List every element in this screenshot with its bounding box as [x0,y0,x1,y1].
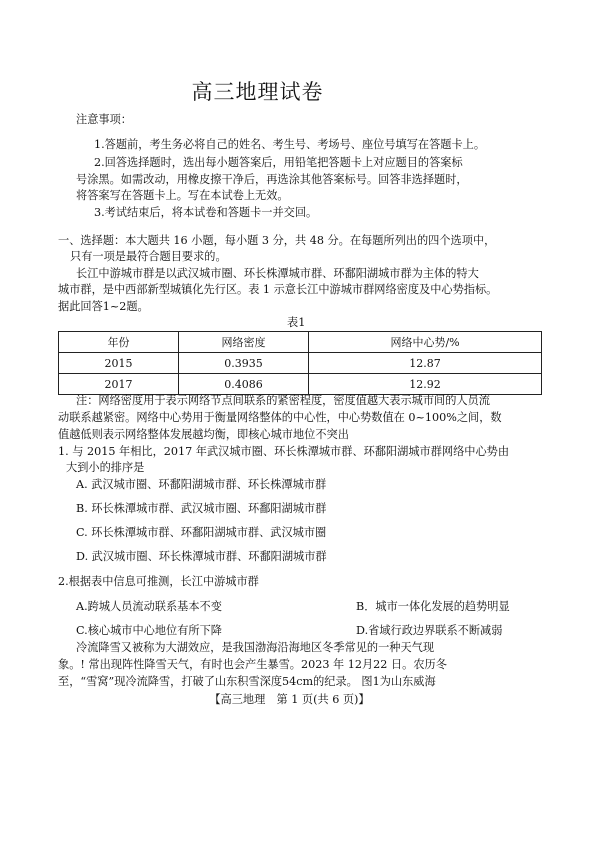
table-cell: 2015 [59,353,179,374]
notice-item: 3.考试结束后，将本试卷和答题卡一并交回。 [94,206,318,219]
section-heading-cont: 只有一项是最符合题目要求的。 [70,250,227,263]
question-1-option-a: A. 武汉城市圈、环鄱阳湖城市群、环长株潭城市群 [76,478,327,491]
question-2-option-c: C.核心城市中心地位有所下降 [76,624,222,637]
question-1-option-d: D. 武汉城市圈、环长株潭城市群、环鄱阳湖城市群 [76,550,327,563]
table-caption: 表1 [287,316,306,329]
table-cell: 12.92 [309,374,542,395]
passage-line: 象。! 常出现阵性降雪天气，有时也会产生暴雪。2023 年 12月22 日。农历冬 [58,658,447,671]
notice-item: 2.回答选择题时，选出每小题答案后，用铅笔把答题卡上对应题目的答案标 [94,156,463,169]
passage-line: 据此回答1~2题。 [58,300,149,313]
question-2-option-d: D.省域行政边界联系不断减弱 [356,624,503,637]
passage-line: 城市群，是中西部新型城镇化先行区。表 1 示意长江中游城市群网络密度及中心势指标。 [58,283,498,296]
notice-item: 1.答题前，考生务必将自己的姓名、考生号、考场号、座位号填写在答题卡上。 [94,138,486,151]
table-cell: 0.4086 [179,374,309,395]
question-1-stem: 1. 与 2015 年相比，2017 年武汉城市圈、环长株潭城市群、环鄱阳湖城市群网络中心势由 [58,445,510,458]
notice-heading: 注意事项： [76,113,132,126]
table-header-cell: 网络中心势/% [309,332,542,353]
table-header-cell: 年份 [59,332,179,353]
table-header-row [59,332,542,353]
table-note: 值越低则表示网络整体发展越均衡，即核心城市地位不突出 [58,428,349,441]
table-cell: 2017 [59,374,179,395]
question-2-option-a: A.跨城人员流动联系基本不变 [76,600,222,613]
passage-line: 冷流降雪又被称为大湖效应，是我国渤海沿海地区冬季常见的一种天气现 [76,641,435,654]
table-row [59,353,542,374]
table-row [59,374,542,395]
section-heading: 一、选择题：本大题共 16 小题，每小题 3 分，共 48 分。在每题所列出的四个选项中， [58,234,496,247]
notice-item: 号涂黑。如需改动，用橡皮擦干净后，再选涂其他答案标号。回答非选择题时， [76,173,468,186]
table-cell: 12.87 [309,353,542,374]
question-1-option-b: B. 环长株潭城市群、武汉城市圈、环鄱阳湖城市群 [76,502,327,515]
data-table [58,331,542,395]
question-2-option-b: B．城市一体化发展的趋势明显 [356,600,510,613]
table-header-cell: 网络密度 [179,332,309,353]
table-note: 注：网络密度用于表示网络节点间联系的紧密程度，密度值越大表示城市间的人员流 [76,394,490,407]
passage-line: 至，“雪窝”现冷流降雪，打破了山东积雪深度54cm的纪录。 图1为山东威海 [58,675,436,688]
table-cell: 0.3935 [179,353,309,374]
notice-item: 将答案写在答题卡上。写在本试卷上无效。 [76,189,289,202]
question-1-option-c: C. 环长株潭城市群、环鄱阳湖城市群、武汉城市圈 [76,526,327,539]
table-note: 动联系越紧密。网络中心势用于衡量网络整体的中心性，中心势数值在 0~100%之间，数 [58,411,502,424]
page-title: 高三地理试卷 [191,80,324,104]
question-2-stem: 2.根据表中信息可推测，长江中游城市群 [58,575,259,588]
page-footer: 【高三地理 第 1 页(共 6 页)】 [209,693,370,706]
question-1-stem-cont: 大到小的排序是 [66,461,145,474]
passage-line: 长江中游城市群是以武汉城市圈、环长株潭城市群、环鄱阳湖城市群为主体的特大 [76,267,479,280]
